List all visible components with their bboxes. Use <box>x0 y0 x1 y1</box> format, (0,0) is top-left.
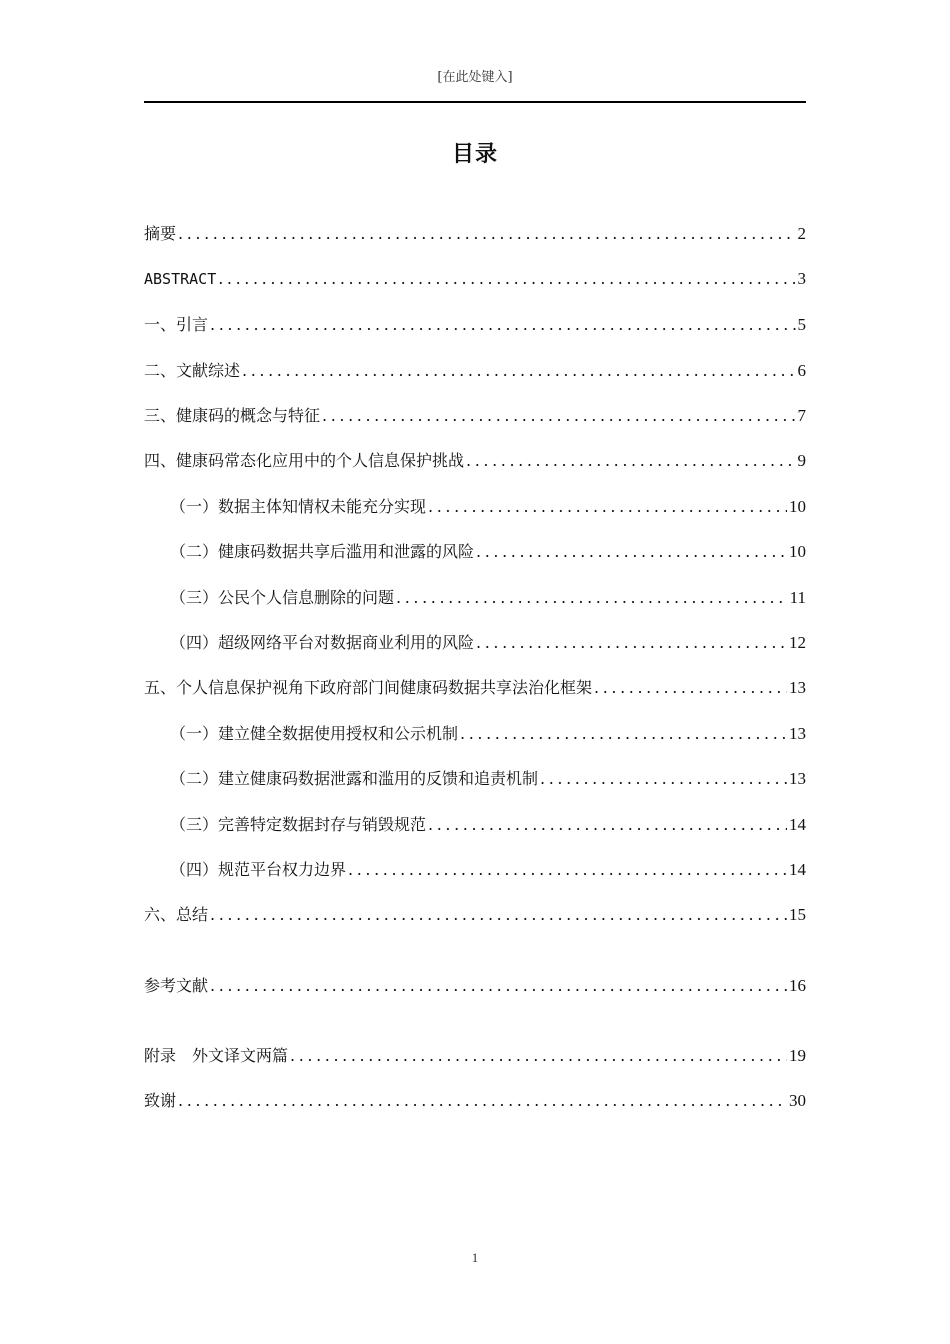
toc-entry-framework-3[interactable] <box>170 813 806 837</box>
toc-entry-page: 13 <box>789 769 806 788</box>
toc-entry-page: 14 <box>789 815 806 834</box>
toc-entry-framework-4[interactable] <box>170 858 806 882</box>
toc-entry-literature-review[interactable] <box>144 359 806 383</box>
toc-entry-page: 13 <box>789 724 806 743</box>
toc-entry-label: ABSTRACT <box>144 270 217 288</box>
toc-entry-label: （三）公民个人信息删除的问题 <box>170 588 395 607</box>
toc-entry-label: 致谢 <box>144 1091 177 1110</box>
toc-entry-label: 五、个人信息保护视角下政府部门间健康码数据共享法治化框架 <box>144 678 593 697</box>
dot-leader <box>178 222 795 246</box>
toc-entry-page: 30 <box>789 1091 806 1110</box>
toc-entry-page: 5 <box>797 315 806 334</box>
dot-leader <box>322 404 795 428</box>
toc-entry-page: 9 <box>797 451 806 470</box>
toc-entry-page: 14 <box>789 860 806 879</box>
toc-entry-label: 摘要 <box>144 224 177 243</box>
toc-entry-page: 10 <box>789 542 806 561</box>
toc-entry-label: 四、健康码常态化应用中的个人信息保护挑战 <box>144 451 465 470</box>
toc-title: 目录 <box>451 142 498 167</box>
toc-entry-label: （一）数据主体知情权未能充分实现 <box>170 497 427 516</box>
toc-entry-label: （四）规范平台权力边界 <box>170 860 347 879</box>
dot-leader <box>348 858 787 882</box>
dot-leader <box>594 676 787 700</box>
toc-entry-challenges-4[interactable] <box>170 631 806 655</box>
dot-leader <box>540 767 787 791</box>
toc-entry-challenges[interactable] <box>144 449 806 473</box>
toc-entry-introduction[interactable] <box>144 313 806 337</box>
dot-leader <box>178 1089 787 1113</box>
toc-entry-page: 19 <box>789 1046 806 1065</box>
dot-leader <box>242 359 795 383</box>
page-number: 1 <box>471 1250 479 1265</box>
toc-entry-concept[interactable] <box>144 404 806 428</box>
toc-entry-label: 三、健康码的概念与特征 <box>144 406 321 425</box>
dot-leader <box>218 267 795 291</box>
toc-entry-label: 参考文献 <box>144 976 209 995</box>
dot-leader <box>466 449 795 473</box>
dot-leader <box>476 540 787 564</box>
toc-entry-page: 10 <box>789 497 806 516</box>
toc-entry-label: （二）建立健康码数据泄露和滥用的反馈和追责机制 <box>170 769 539 788</box>
toc-entry-label: （三）完善特定数据封存与销毁规范 <box>170 815 427 834</box>
toc-entry-challenges-2[interactable] <box>170 540 806 564</box>
dot-leader <box>290 1044 787 1068</box>
toc-entry-page: 13 <box>789 678 806 697</box>
toc-entry-label: （四）超级网络平台对数据商业利用的风险 <box>170 633 475 652</box>
toc-entry-page: 3 <box>797 269 806 288</box>
toc-entry-framework[interactable] <box>144 676 806 700</box>
toc-entry-label: 六、总结 <box>144 905 209 924</box>
page-header: [在此处键入] <box>437 70 513 85</box>
toc-entry-abstract-cn[interactable] <box>144 222 806 246</box>
toc-entry-label: （一）建立健全数据使用授权和公示机制 <box>170 724 459 743</box>
toc-entry-page: 2 <box>797 224 806 243</box>
toc-entry-acknowledgements[interactable] <box>144 1089 806 1113</box>
dot-leader <box>210 313 795 337</box>
dot-leader <box>396 586 788 610</box>
toc-entry-label: 一、引言 <box>144 315 209 334</box>
toc-entry-challenges-3[interactable] <box>170 586 806 610</box>
toc-entry-framework-1[interactable] <box>170 722 806 746</box>
dot-leader <box>460 722 787 746</box>
toc-entry-page: 11 <box>789 588 806 607</box>
toc-entry-framework-2[interactable] <box>170 767 806 791</box>
dot-leader <box>476 631 787 655</box>
dot-leader <box>428 813 787 837</box>
toc-entry-label: 附录 外文译文两篇 <box>144 1046 289 1065</box>
dot-leader <box>428 495 787 519</box>
dot-leader <box>210 903 787 927</box>
toc-entry-page: 16 <box>789 976 806 995</box>
toc-entry-challenges-1[interactable] <box>170 495 806 519</box>
toc-entry-page: 7 <box>797 406 806 425</box>
toc-entry-label: （二）健康码数据共享后滥用和泄露的风险 <box>170 542 475 561</box>
toc-entry-conclusion[interactable] <box>144 903 806 927</box>
toc-entry-appendix[interactable] <box>144 1044 806 1068</box>
toc-entry-page: 6 <box>797 361 806 380</box>
toc-entry-page: 15 <box>789 905 806 924</box>
toc-entry-page: 12 <box>789 633 806 652</box>
toc-entry-references[interactable] <box>144 974 806 998</box>
toc-entry-abstract-en[interactable] <box>144 267 806 291</box>
toc-entry-label: 二、文献综述 <box>144 361 241 380</box>
table-of-contents <box>144 0 806 1344</box>
dot-leader <box>210 974 787 998</box>
